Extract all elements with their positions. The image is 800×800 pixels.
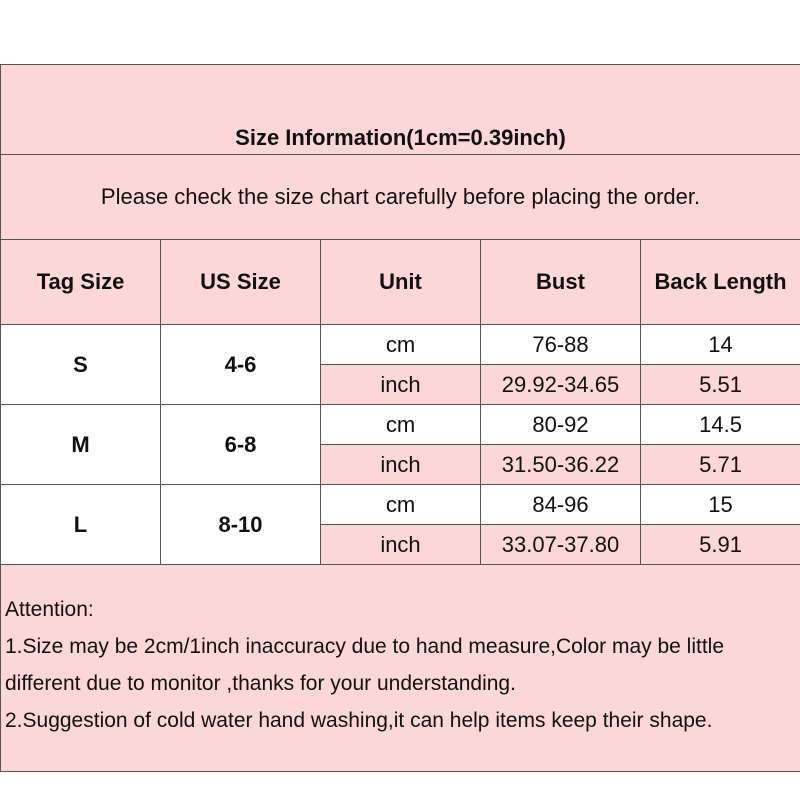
tag-size-cell: M [1, 405, 161, 485]
table-header-row [1, 240, 800, 325]
back-length-cell: 5.71 [641, 445, 800, 485]
unit-cell: inch [321, 525, 481, 565]
attention-line-2: 2.Suggestion of cold water hand washing,it can help items keep their shape. [5, 709, 713, 732]
attention-line-1-cont: different due to monitor ,thanks for your understanding. [5, 672, 516, 695]
us-size-cell: 8-10 [161, 485, 321, 565]
header-unit: Unit [321, 240, 481, 325]
back-length-cell: 14.5 [641, 405, 800, 445]
bust-cell: 84-96 [481, 485, 641, 525]
tag-size-cell: S [1, 325, 161, 405]
unit-cell: cm [321, 325, 481, 365]
tag-size-cell: L [1, 485, 161, 565]
page-subtitle: Please check the size chart carefully before placing the order. [1, 155, 800, 240]
attention-heading: Attention: [5, 598, 94, 621]
us-size-cell: 4-6 [161, 325, 321, 405]
table-row [1, 485, 800, 525]
unit-cell: inch [321, 445, 481, 485]
us-size-cell: 6-8 [161, 405, 321, 485]
header-back-length: Back Length [641, 240, 800, 325]
size-chart [0, 64, 800, 772]
back-length-cell: 14 [641, 325, 800, 365]
unit-cell: cm [321, 405, 481, 445]
header-tag-size: Tag Size [1, 240, 161, 325]
unit-cell: inch [321, 365, 481, 405]
table-row [1, 405, 800, 445]
bust-cell: 80-92 [481, 405, 641, 445]
back-length-cell: 15 [641, 485, 800, 525]
attention-line-1: 1.Size may be 2cm/1inch inaccuracy due to hand measure,Color may be little [5, 635, 725, 658]
header-bust: Bust [481, 240, 641, 325]
back-length-cell: 5.91 [641, 525, 800, 565]
page-title: Size Information(1cm=0.39inch) [1, 65, 800, 155]
bust-cell: 76-88 [481, 325, 641, 365]
table-row [1, 325, 800, 365]
unit-cell: cm [321, 485, 481, 525]
size-table [0, 64, 800, 772]
bust-cell: 29.92-34.65 [481, 365, 641, 405]
back-length-cell: 5.51 [641, 365, 800, 405]
header-us-size: US Size [161, 240, 321, 325]
attention-notes [1, 565, 800, 772]
bust-cell: 33.07-37.80 [481, 525, 641, 565]
bust-cell: 31.50-36.22 [481, 445, 641, 485]
